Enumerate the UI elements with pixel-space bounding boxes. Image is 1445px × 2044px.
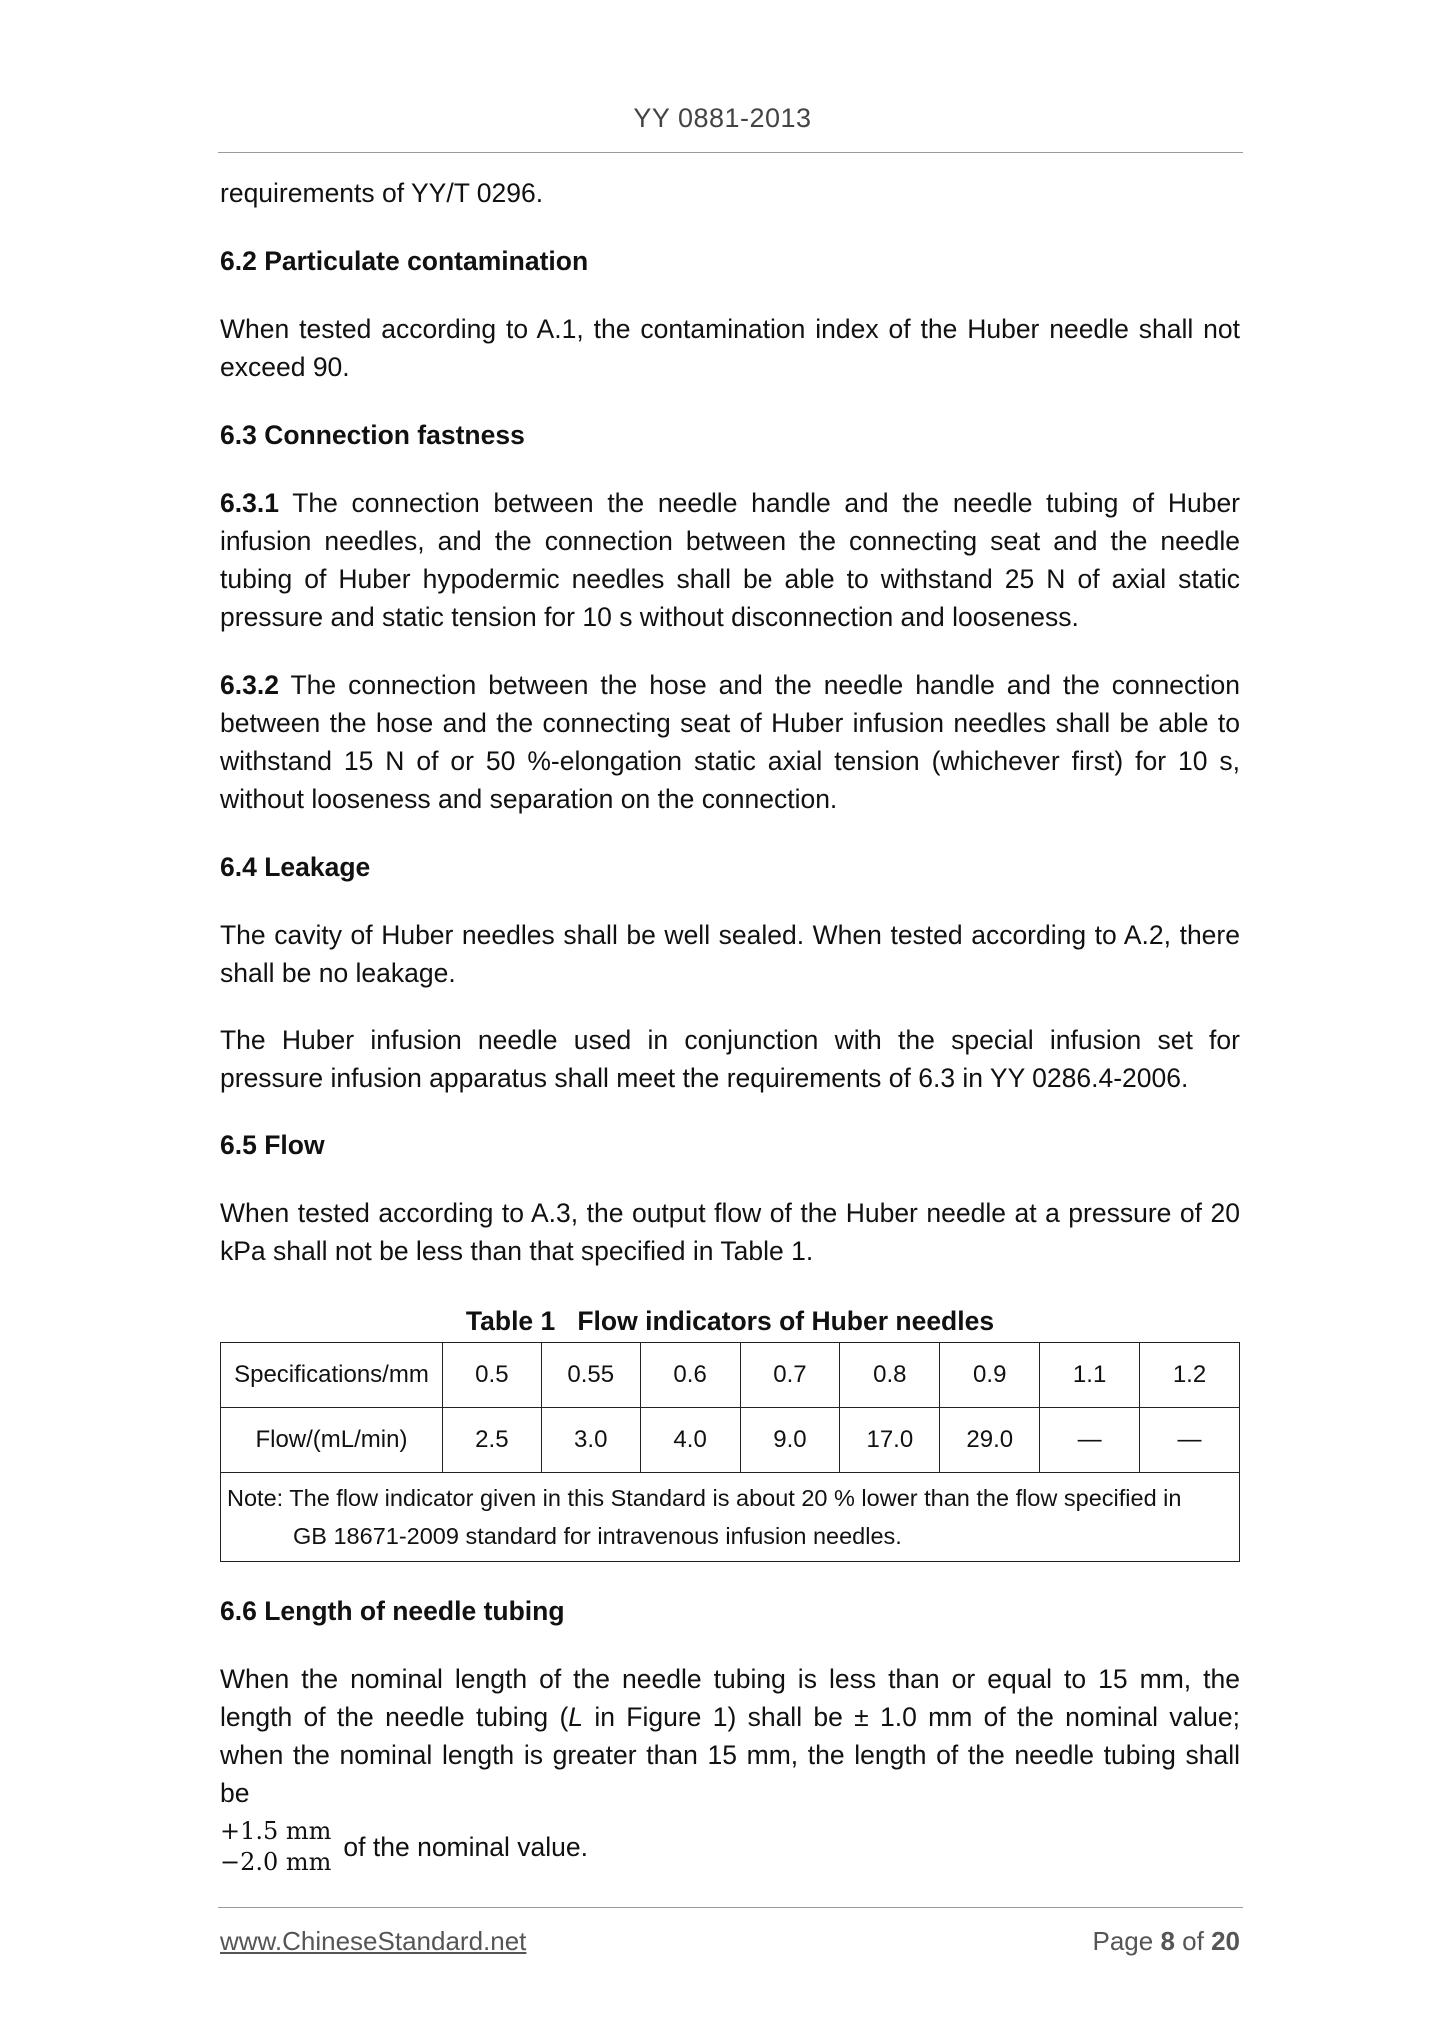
tolerance-lower: −2.0 mm (220, 1848, 332, 1876)
para-6-2: When tested according to A.1, the contamination index of the Huber needle shall not exceed 90. (220, 314, 1240, 382)
para-6-4-2: The Huber infusion needle used in conjunction with the special infusion set for pressure infusion apparatus shall meet the requirements of 6.3 in YY 0286.4-2006. (220, 1025, 1240, 1093)
body-content (220, 174, 1240, 1878)
flow-cell: 9.0 (740, 1408, 840, 1473)
header-doc-code: YY 0881-2013 (633, 103, 812, 133)
table-row-flow (221, 1408, 1240, 1473)
footer-page-number (1070, 1926, 1240, 1957)
page-total: 20 (1211, 1926, 1240, 1956)
para-6-6-text-b: in Figure 1) shall be ± 1.0 mm of the nominal value; when the nominal length is greater than 15 mm, the length of the needle tubing shall be (220, 1702, 1241, 1808)
tolerance-upper: +1.5 mm (220, 1817, 332, 1845)
header-divider (218, 152, 1243, 153)
spec-cell: 0.55 (541, 1343, 640, 1408)
heading-6-2: 6.2 Particulate contamination (220, 246, 589, 276)
heading-6-5: 6.5 Flow (220, 1130, 325, 1160)
para-6-6 (220, 1660, 1240, 1812)
footer-website-link[interactable]: www.ChineseStandard.net (220, 1926, 527, 1956)
table-1-caption-number: Table 1 (465, 1306, 556, 1336)
flow-indicator-table (220, 1342, 1240, 1562)
clause-6-3-2 (220, 666, 1240, 818)
para-6-6-text-a: When the nominal length of the needle tubing is less than or equal to 15 mm, the length of the needle tubing ( (220, 1664, 1240, 1732)
variable-L: L (568, 1702, 584, 1732)
spec-cell: 0.9 (940, 1343, 1040, 1408)
table-1-caption (220, 1304, 1240, 1338)
table-row-specifications (221, 1343, 1240, 1408)
flow-cell: — (1040, 1408, 1140, 1473)
clause-6-3-1-text: The connection between the needle handle and the needle tubing of Huber infusion needles, and the connection between the connecting seat and the needle tubing of Huber hypodermic needles shall be able to withstand 25 N of axial static pressure and static tension for 10 s without disconnection and looseness. (220, 488, 1241, 632)
flow-cell: 4.0 (640, 1408, 740, 1473)
clause-6-3-1 (220, 484, 1240, 636)
spec-cell: 0.7 (740, 1343, 840, 1408)
flow-cell: — (1140, 1408, 1240, 1473)
of-word: of (1182, 1926, 1204, 1956)
row-header-flow: Flow/(mL/min) (221, 1408, 443, 1473)
clause-6-3-2-number: 6.3.2 (220, 670, 279, 700)
clause-6-3-2-text: The connection between the hose and the needle handle and the connection between the hose and the connecting seat of Huber infusion needles shall be able to withstand 15 N of or 50 %-elongation static axial tension (whichever first) for 10 s, without looseness and separation on the connection. (220, 670, 1240, 814)
spec-cell: 1.1 (1040, 1343, 1140, 1408)
tolerance-suffix: of the nominal value. (343, 1832, 588, 1862)
clause-6-3-1-number: 6.3.1 (220, 488, 279, 518)
heading-6-6: 6.6 Length of needle tubing (220, 1596, 565, 1626)
heading-6-3: 6.3 Connection fastness (220, 420, 525, 450)
table-note-line-2: GB 18671-2009 standard for intravenous infusion needles. (293, 1523, 902, 1549)
para-6-4-1: The cavity of Huber needles shall be well sealed. When tested according to A.2, there shall be no leakage. (220, 920, 1240, 988)
table-note (221, 1473, 1240, 1562)
flow-cell: 3.0 (541, 1408, 640, 1473)
page-current: 8 (1160, 1926, 1175, 1956)
para-6-5: When tested according to A.3, the output flow of the Huber needle at a pressure of 20 kPa shall not be less than that specified in Table 1. (220, 1198, 1240, 1266)
row-header-specifications: Specifications/mm (221, 1343, 443, 1408)
intro-line: requirements of YY/T 0296. (220, 178, 544, 208)
table-1-caption-title: Flow indicators of Huber needles (577, 1306, 995, 1336)
heading-6-4: 6.4 Leakage (220, 852, 371, 882)
flow-cell: 2.5 (442, 1408, 541, 1473)
footer-divider (218, 1907, 1243, 1908)
table-row-note (221, 1473, 1240, 1562)
table-note-line-1: Note: The flow indicator given in this Standard is about 20 % lower than the flow specified in (227, 1485, 1182, 1511)
flow-cell: 29.0 (940, 1408, 1040, 1473)
spec-cell: 1.2 (1140, 1343, 1240, 1408)
spec-cell: 0.8 (840, 1343, 940, 1408)
tolerance-line (220, 1816, 1240, 1878)
spec-cell: 0.5 (442, 1343, 541, 1408)
tolerance-stack (220, 1816, 331, 1878)
spec-cell: 0.6 (640, 1343, 740, 1408)
flow-cell: 17.0 (840, 1408, 940, 1473)
page-word: Page (1092, 1926, 1154, 1956)
